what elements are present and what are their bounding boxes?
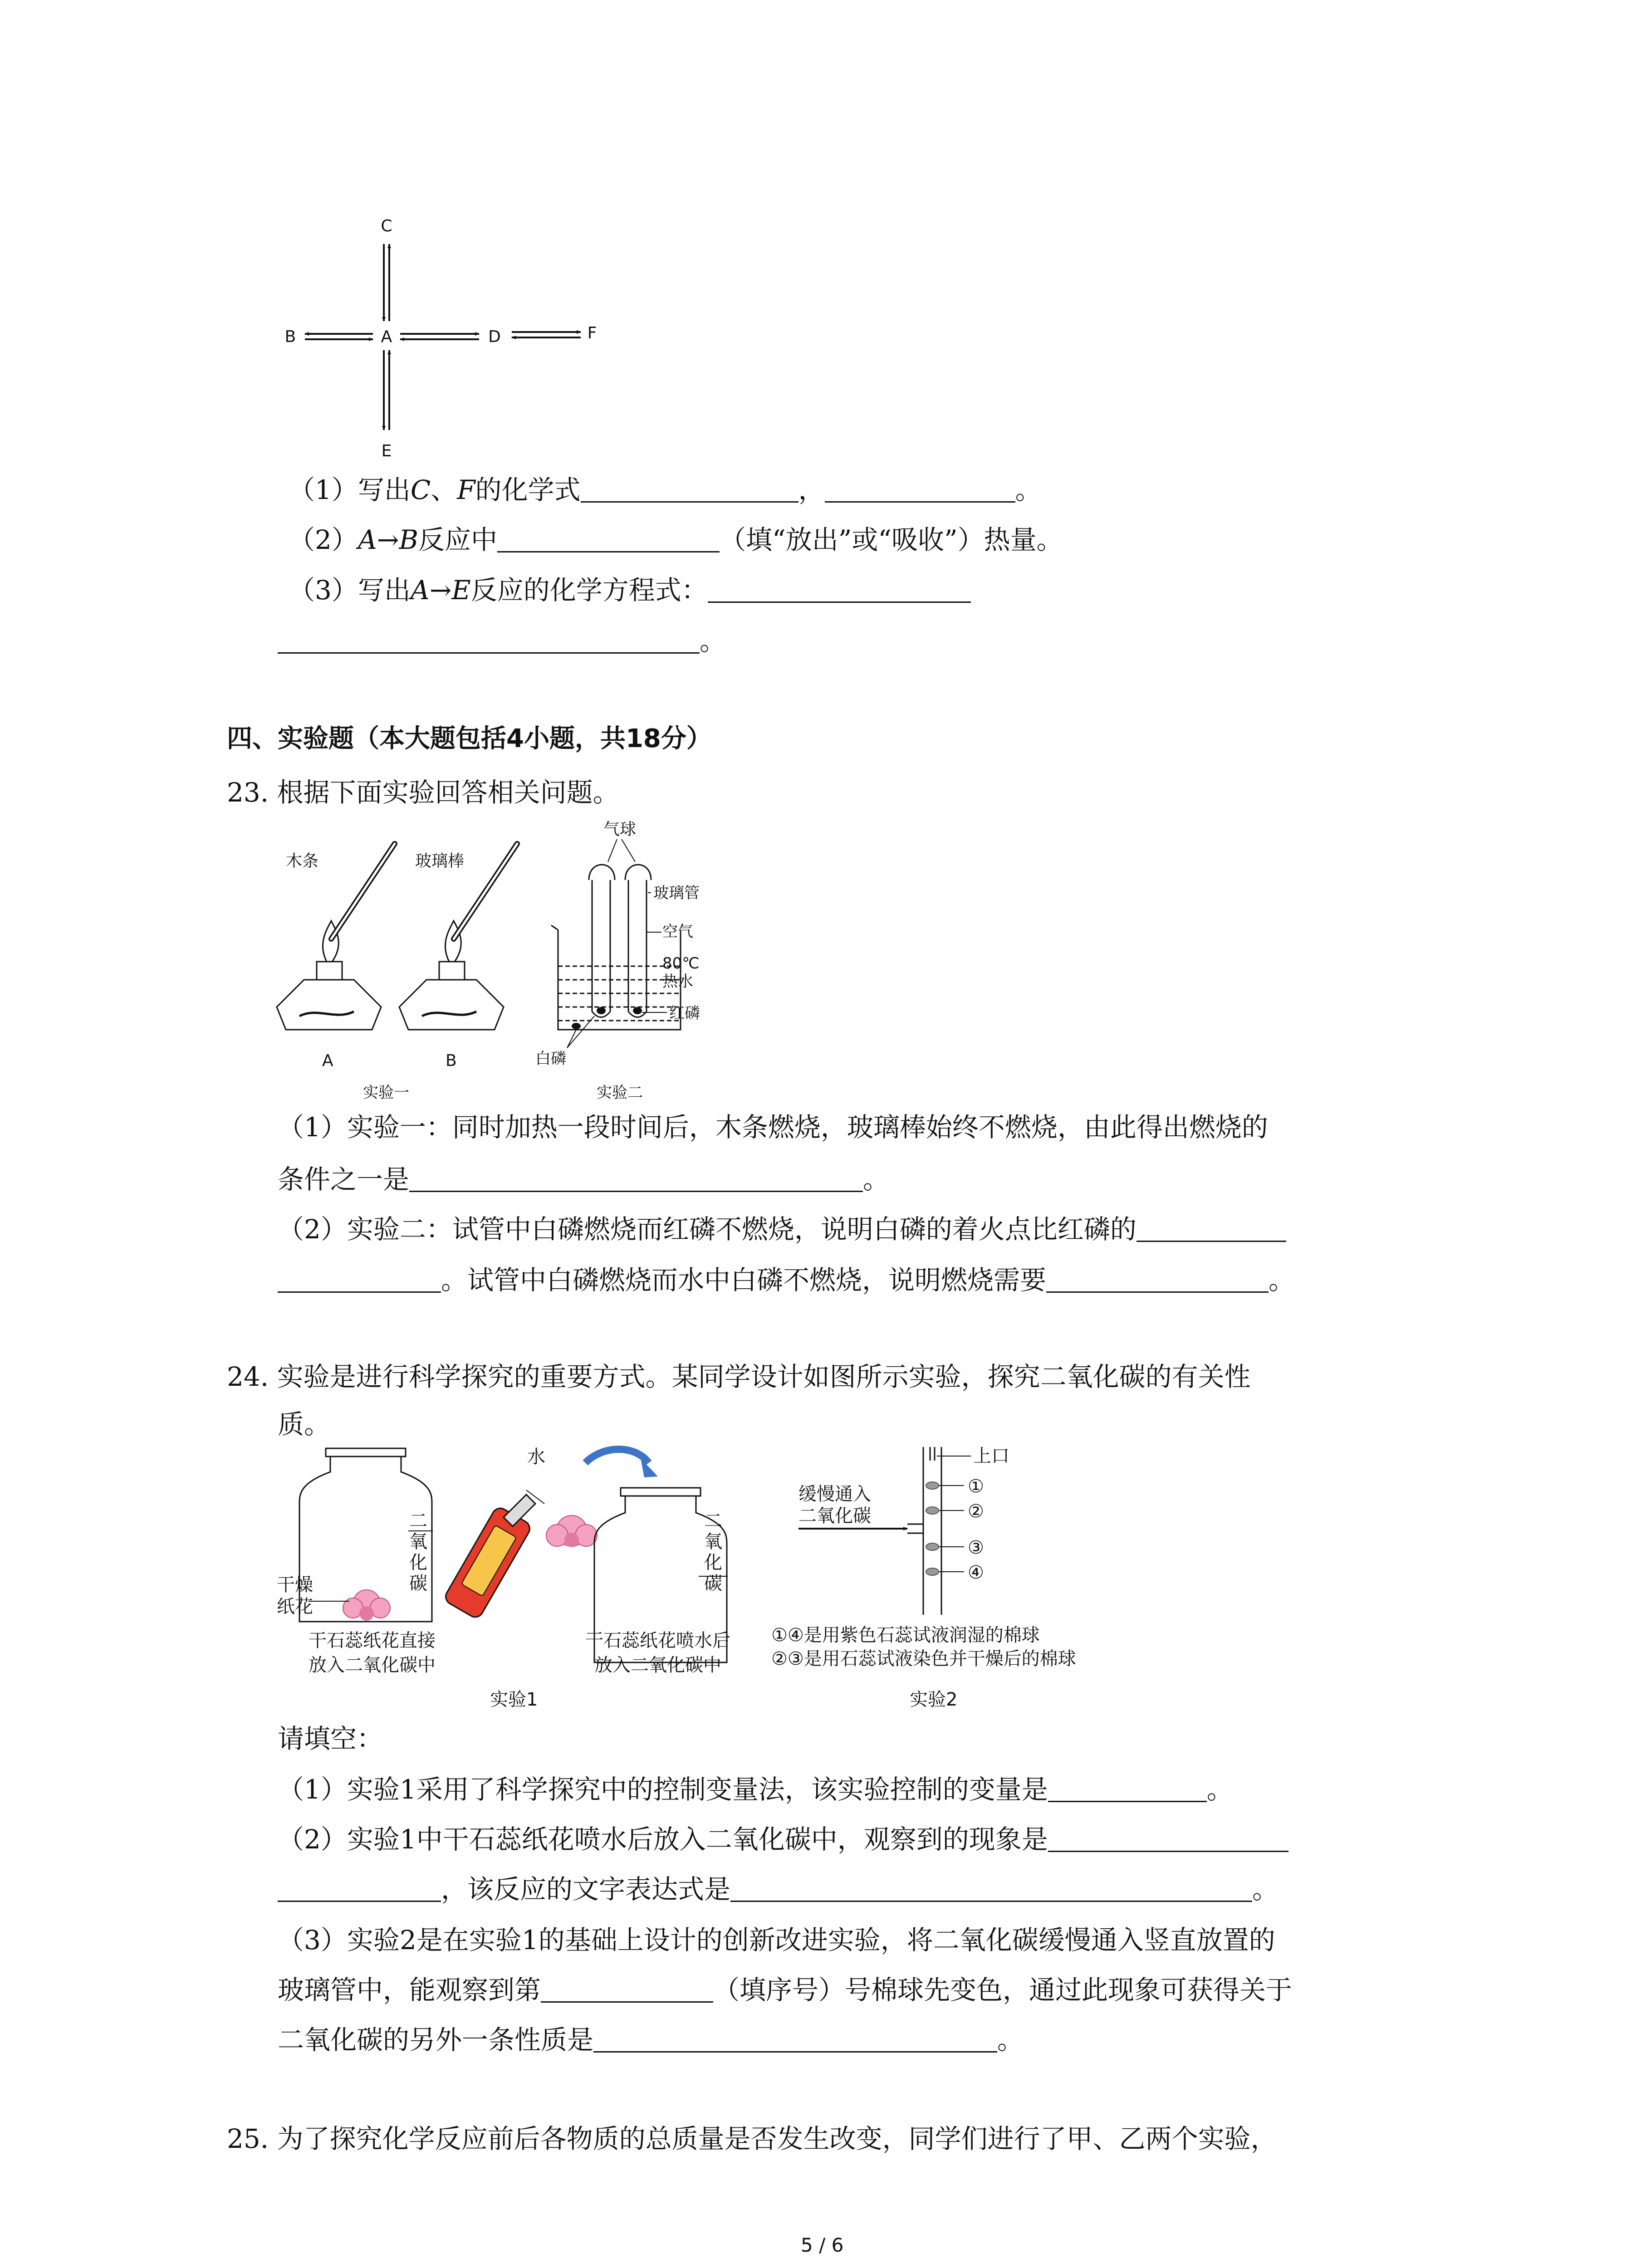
q24-note2: ②③是用石蕊试液染色并干燥后的棉球 (771, 1648, 1076, 1669)
q22-relation-diagram (272, 213, 617, 467)
label-glass-tube: 玻璃管 (653, 884, 700, 902)
q24-stem-line1: 24. 实验是进行科学探究的重要方式。某同学设计如图所示实验，探究二氧化碳的有关性 (227, 1361, 1251, 1392)
label-b: B (446, 1051, 457, 1070)
beaker (551, 925, 681, 1030)
q24-slow-in-label: 缓慢通入 二氧化碳 (798, 1484, 871, 1526)
label-red-phosphorus: 红磷 (669, 1004, 700, 1022)
white-phosphorus-in-tube (597, 1007, 606, 1014)
q24-ball-4: ④ (968, 1562, 984, 1583)
label-wood-stick: 木条 (286, 852, 319, 870)
q23-stem: 23. 根据下面实验回答相关问题。 (227, 777, 619, 808)
q24-exp1-label: 实验1 (490, 1689, 538, 1710)
q23-part1-line1: （1）实验一：同时加热一段时间后，木条燃烧，玻璃棒始终不燃烧，由此得出燃烧的 (278, 1112, 1268, 1143)
q24-dry-flower-label: 干燥 纸花 (277, 1574, 313, 1617)
q23-part1-line2: 条件之一是 。 (278, 1164, 890, 1195)
q22-answer-blank[interactable] (581, 475, 798, 503)
q22-answer-blank[interactable] (278, 626, 700, 654)
paper-flower-2 (546, 1515, 597, 1547)
label-balloon: 气球 (603, 820, 637, 839)
node-b: B (284, 327, 296, 346)
q24-answer-blank[interactable] (593, 2025, 997, 2053)
q24-caption2: 干石蕊纸花喷水后 放入二氧化碳中 (585, 1630, 730, 1676)
q23-answer-blank[interactable] (409, 1164, 863, 1192)
q22-part2: （2）A→B反应中 （填“放出”或“吸收”）热量。 (289, 524, 1063, 555)
q24-part1: （1）实验1采用了科学探究中的控制变量法，该实验控制的变量是 。 (278, 1774, 1233, 1805)
section-title: 四、实验题（本大题包括4小题，共18分） (227, 724, 712, 753)
red-phosphorus (633, 1007, 642, 1014)
q23-answer-blank[interactable] (278, 1265, 441, 1293)
q23-part2-line2: 。试管中白磷燃烧而水中白磷不燃烧，说明燃烧需要 。 (278, 1264, 1295, 1296)
caption-exp1: 实验一 (363, 1084, 409, 1102)
q23-part2-line1: （2）实验二：试管中白磷燃烧而红磷不燃烧，说明白磷的着火点比红磷的 (278, 1213, 1286, 1245)
node-f: F (587, 324, 597, 342)
q24-exp2-label: 实验2 (910, 1689, 958, 1710)
q24-experiment2-figure (771, 1442, 1134, 1633)
q22-answer-blank[interactable] (825, 475, 1015, 503)
q24-co2-label-2: 二 氧 化 碳 (704, 1510, 722, 1594)
q24-answer-blank[interactable] (1048, 1824, 1288, 1852)
flip-arrow (585, 1449, 649, 1463)
q23-answer-blank[interactable] (1136, 1214, 1286, 1242)
alcohol-lamp-b (399, 921, 504, 1030)
test-tubes (589, 865, 651, 1017)
q24-caption1: 干石蕊纸花直接 放入二氧化碳中 (309, 1630, 436, 1676)
q24-answer-blank[interactable] (541, 1975, 713, 2003)
q24-part3-line3: 二氧化碳的另外一条性质是 。 (278, 2024, 1024, 2055)
q24-top-label: 上口 (973, 1446, 1009, 1466)
q24-answer-blank[interactable] (1048, 1774, 1207, 1802)
q25-line1: 25. 为了探究化学反应前后各物质的总质量是否发生改变，同学们进行了甲、乙两个实验， (227, 2123, 1277, 2154)
q22-answer-blank[interactable] (497, 525, 720, 552)
q24-ball-3: ③ (968, 1537, 984, 1558)
label-temp: 80℃ (662, 954, 700, 973)
q24-answer-blank[interactable] (278, 1874, 441, 1902)
q24-water-label: 水 (527, 1447, 545, 1467)
q24-fill-prompt: 请填空： (278, 1723, 383, 1754)
q23-experiment-figure (259, 816, 758, 1107)
label-white-phosphorus: 白磷 (535, 1050, 566, 1068)
caption-exp2: 实验二 (597, 1084, 643, 1102)
q24-note1: ①④是用紫色石蕊试液润湿的棉球 (771, 1625, 1040, 1646)
q24-ball-1: ① (968, 1476, 984, 1497)
q24-stem-line2: 质。 (278, 1409, 331, 1440)
node-c: C (381, 217, 392, 235)
q24-part2-line1: （2）实验1中干石蕊纸花喷水后放入二氧化碳中，观察到的现象是 (278, 1823, 1288, 1855)
node-e: E (381, 442, 392, 460)
q24-answer-blank[interactable] (730, 1874, 1252, 1902)
vertical-glass-tube (923, 1447, 941, 1615)
q24-part3-line2: 玻璃管中，能观察到第 （填序号）号棉球先变色，通过此现象可获得关于 (278, 1975, 1293, 2005)
cotton-balls (926, 1482, 939, 1575)
paper-flower-1 (343, 1590, 390, 1621)
q23-answer-blank[interactable] (1046, 1265, 1269, 1293)
q24-ball-2: ② (968, 1501, 984, 1522)
q22-part3-line2: 。 (278, 625, 726, 657)
q24-part3-line1: （3）实验2是在实验1的基础上设计的创新改进实验，将二氧化碳缓慢通入竖直放置的 (278, 1925, 1275, 1955)
q24-part2-line2: ，该反应的文字表达式是 。 (278, 1873, 1279, 1905)
label-hot-water: 热水 (662, 973, 693, 991)
white-phosphorus-in-water (572, 1023, 581, 1029)
alcohol-lamp-a (277, 921, 381, 1030)
label-air: 空气 (662, 923, 693, 941)
label-a: A (322, 1051, 333, 1070)
q22-answer-blank[interactable] (708, 575, 971, 603)
node-d: D (488, 327, 501, 346)
page-number: 5 / 6 (801, 2234, 844, 2256)
label-glass-rod: 玻璃棒 (415, 852, 465, 870)
node-a: A (381, 327, 392, 346)
q24-co2-label-1: 二 氧 化 碳 (409, 1510, 427, 1594)
q22-part3: （3）写出A→E反应的化学方程式： (289, 574, 971, 606)
spray-bottle (443, 1495, 535, 1620)
q22-part1: （1）写出C、F的化学式 ， 。 (289, 474, 1042, 505)
